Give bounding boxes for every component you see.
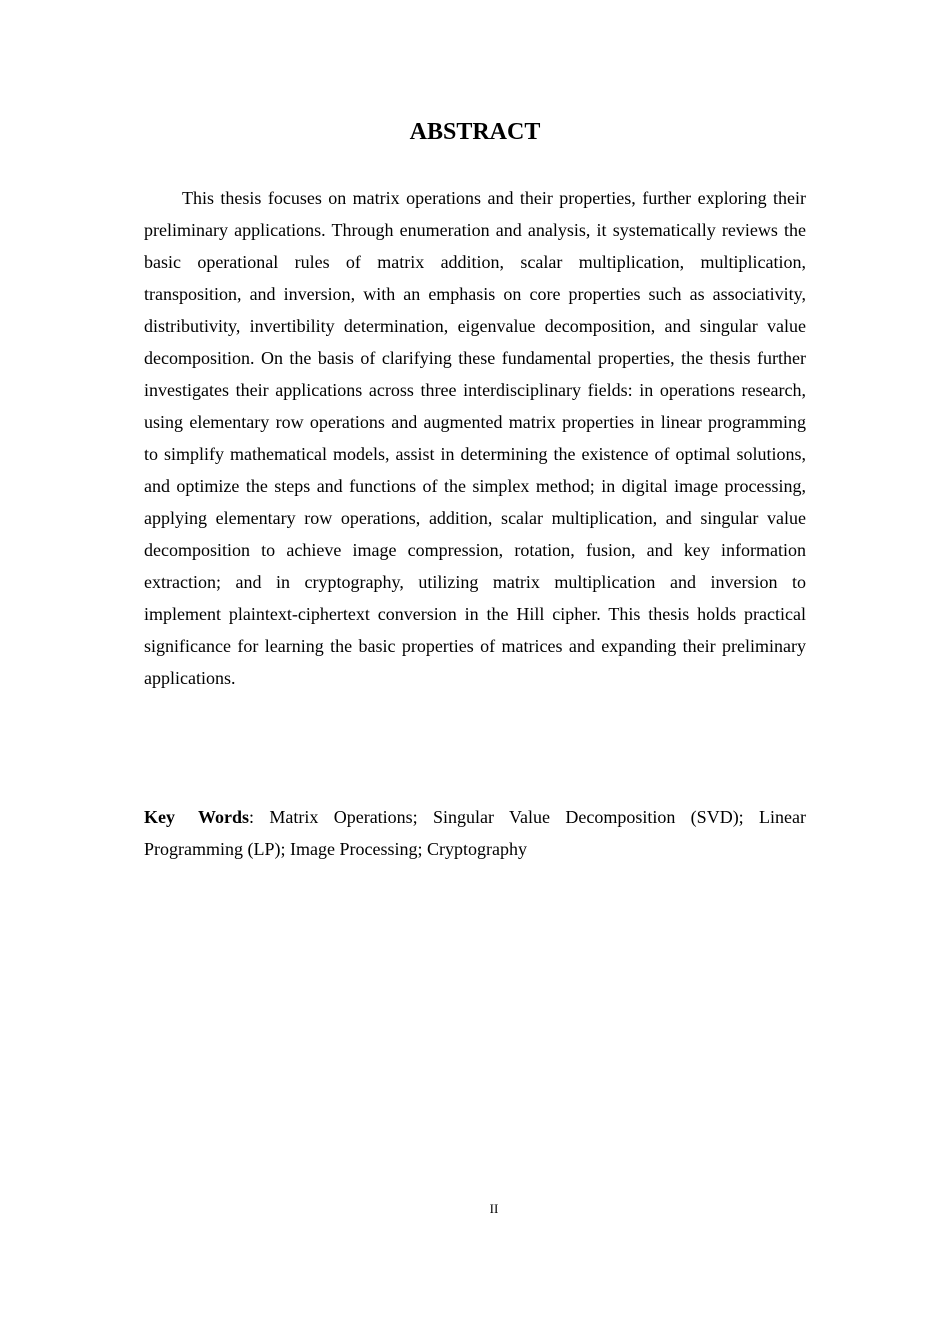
keywords-label: Key Words: [144, 807, 250, 827]
keywords-paragraph: [144, 801, 806, 865]
keywords-separator: :: [249, 807, 270, 827]
abstract-paragraph: This thesis focuses on matrix operations and their properties, further exploring their preliminary applications. Through enumeration and analysis, it systematically reviews the basic operational rules of matrix addition, scalar multiplication, multiplication, transposition, and inversion, with an emphasis on core properties such as associativity, distributivity, invertibility determination, eigenvalue decomposition, and singular value decomposition. On the basis of clarifying these fundamental properties, the thesis further investigates their applications across three interdisciplinary fields: in operations research, using elementary row operations and augmented matrix properties in linear programming to simplify mathematical models, assist in determining the existence of optimal solutions, and optimize the steps and functions of the simplex method; in digital image processing, applying elementary row operations, addition, scalar multiplication, and singular value decomposition to achieve image compression, rotation, fusion, and key information extraction; and in cryptography, utilizing matrix multiplication and inversion to implement plaintext-ciphertext conversion in the Hill cipher. This thesis holds practical significance for learning the basic properties of matrices and expanding their preliminary applications.: [144, 188, 806, 688]
abstract-title: ABSTRACT: [409, 119, 541, 145]
page-number: II: [489, 1201, 499, 1216]
keywords-list: Matrix Operations; Singular Value Decomposition (SVD); Linear Programming (LP); Image Processing; Cryptography: [144, 807, 806, 859]
